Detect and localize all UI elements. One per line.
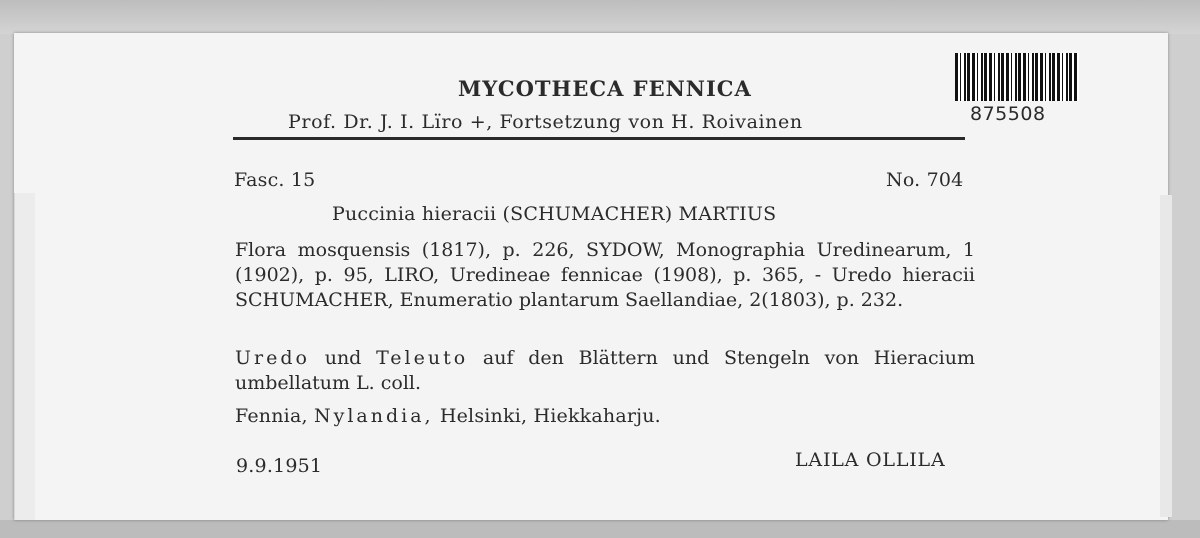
- collection-date: 9.9.1951: [236, 455, 323, 477]
- specimen-description: [235, 346, 975, 396]
- desc-uredo: Uredo: [235, 347, 310, 369]
- label-fold-right: [1160, 195, 1172, 517]
- species-authority: (SCHUMACHER) MARTIUS: [502, 203, 777, 225]
- species-epithet: hieracii: [421, 203, 497, 225]
- desc-und: und: [324, 347, 362, 369]
- collector-name: LAILA OLLILA: [795, 449, 946, 471]
- header-rule: [233, 137, 965, 140]
- desc-teleuto: Teleuto: [376, 347, 469, 369]
- locality: [235, 405, 661, 427]
- species-genus: Puccinia: [332, 203, 416, 225]
- barcode-number: 875508: [970, 103, 1046, 125]
- background-bottom: [0, 520, 1200, 538]
- locality-place: Helsinki, Hiekkaharju.: [439, 405, 661, 427]
- collection-subtitle: Prof. Dr. J. I. Lïro +, Fortsetzung von H. Roivainen: [288, 111, 803, 133]
- label-fold-left: [14, 193, 35, 520]
- locality-country: Fennia,: [235, 405, 308, 427]
- desc-rest: auf den Blättern und Stengeln von Hieracium umbellatum L. coll.: [235, 347, 975, 394]
- background-top: [0, 0, 1200, 34]
- fascicle-number: Fasc. 15: [234, 169, 316, 191]
- literature-reference: Flora mosquensis (1817), p. 226, SYDOW, Monographia Uredinearum, 1 (1902), p. 95, LIRO, Uredineae fennicae (1908), p. 365, - Uredo hieracii SCHUMACHER, Enumeratio plantarum Saellandiae, 2(1803), p. 232.: [235, 239, 975, 311]
- collection-title: MYCOTHECA FENNICA: [458, 76, 752, 101]
- specimen-number: No. 704: [886, 169, 964, 191]
- barcode: [955, 53, 1079, 101]
- species-name: [332, 203, 776, 225]
- locality-region: Nylandia,: [313, 405, 434, 427]
